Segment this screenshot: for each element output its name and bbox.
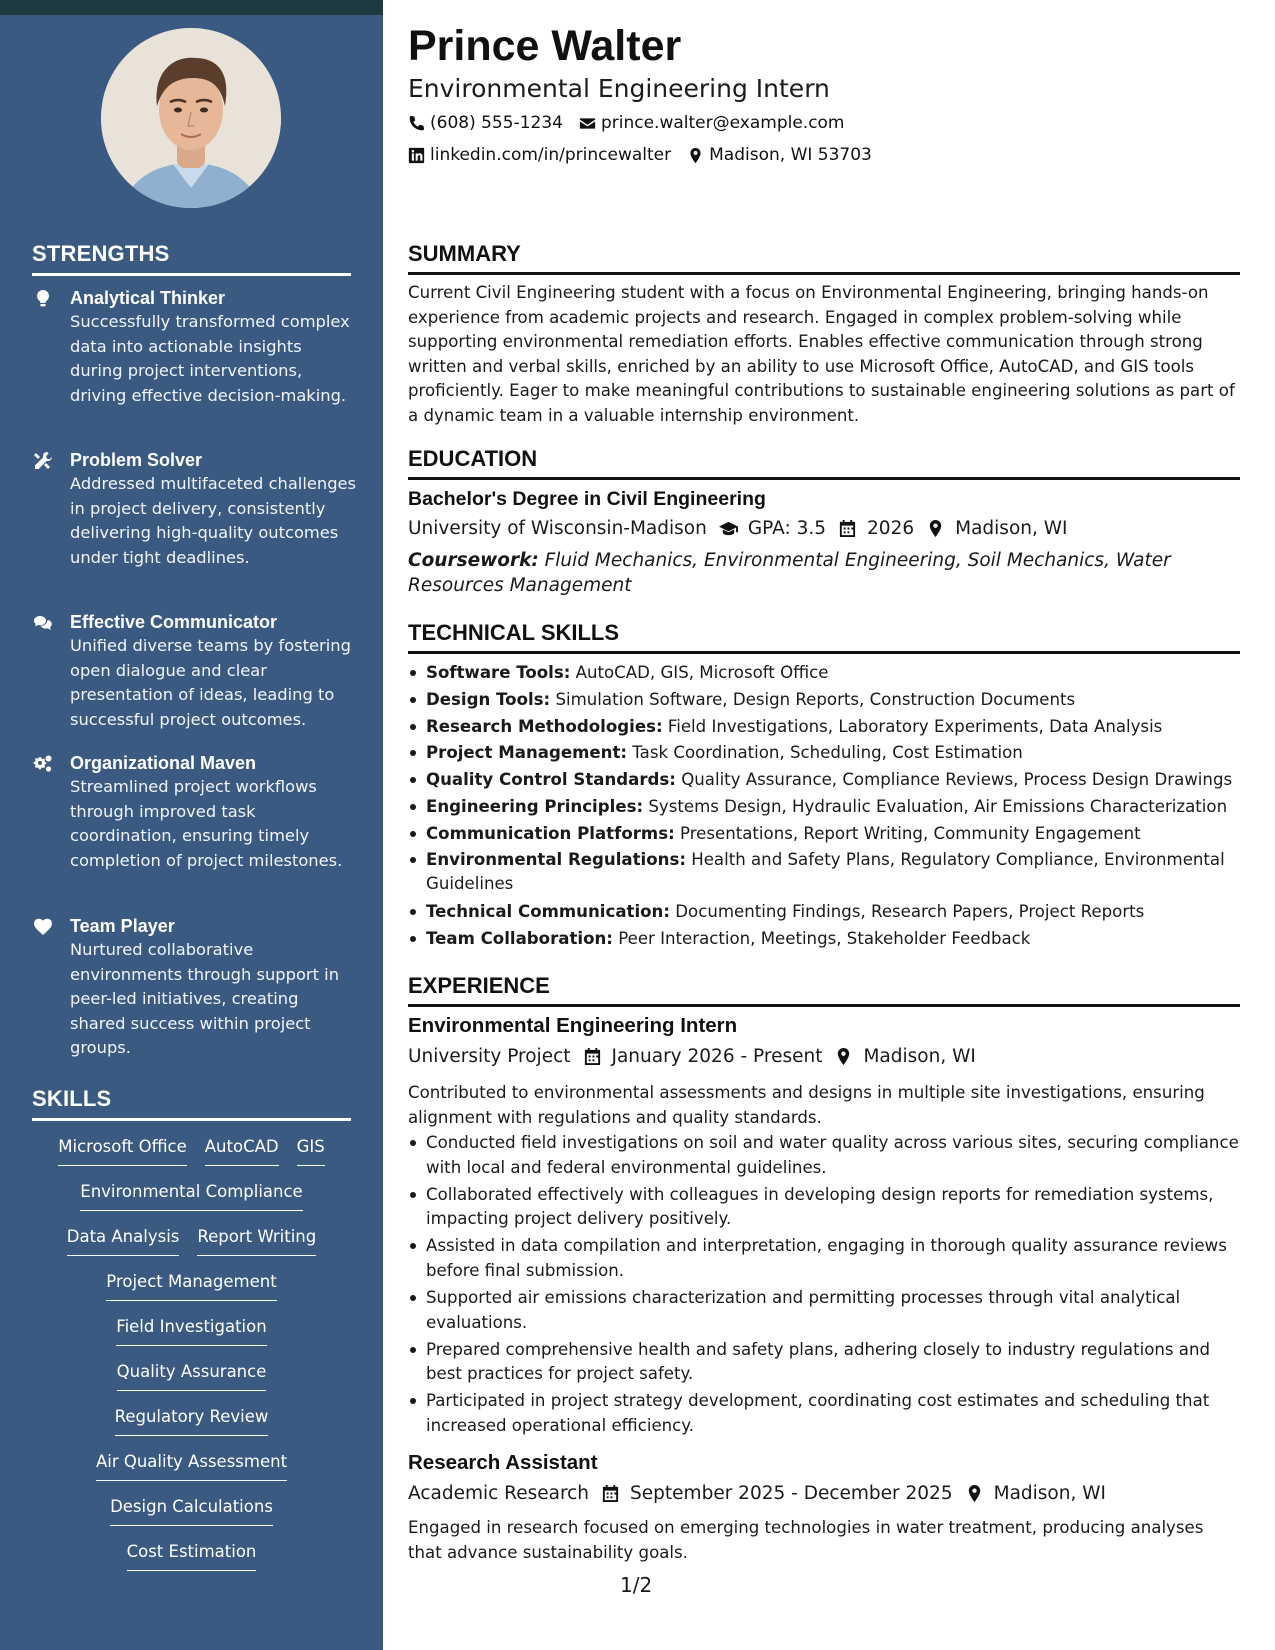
job-title: Research Assistant bbox=[408, 1451, 598, 1474]
job-bullets bbox=[408, 1131, 1240, 1441]
coursework-list: Fluid Mechanics, Environmental Engineering, Soil Mechanics, Water Resources Management bbox=[408, 550, 1171, 596]
skill-values: Simulation Software, Design Reports, Construction Documents bbox=[555, 689, 1076, 709]
skill-values: Task Coordination, Scheduling, Cost Estimation bbox=[632, 743, 1023, 763]
skill-category: Project Management: bbox=[426, 743, 628, 763]
skill-tag: Report Writing bbox=[197, 1226, 316, 1256]
linkedin-item[interactable] bbox=[408, 145, 671, 165]
skill-category: Technical Communication: bbox=[426, 901, 670, 921]
sidebar bbox=[0, 0, 383, 1650]
list-item bbox=[408, 687, 1240, 714]
job-description: Engaged in research focused on emerging technologies in water treatment, producing analyses that advance sustainability goals. bbox=[408, 1518, 1204, 1562]
skills-tag-list bbox=[32, 1136, 351, 1586]
strength-item bbox=[32, 914, 357, 1061]
strength-item bbox=[32, 610, 357, 732]
skills-heading: SKILLS bbox=[32, 1086, 351, 1121]
email-address[interactable]: prince.walter@example.com bbox=[600, 113, 845, 133]
strength-desc: Unified diverse teams by fostering open dialogue and clear presentation of ideas, leading to successful project outcomes. bbox=[70, 636, 351, 729]
list-item bbox=[408, 794, 1240, 821]
strength-title: Team Player bbox=[70, 916, 175, 936]
strength-title: Organizational Maven bbox=[70, 753, 257, 773]
skill-category: Quality Control Standards: bbox=[426, 770, 676, 790]
school-name: University of Wisconsin-Madison bbox=[408, 518, 707, 539]
skill-tag: Air Quality Assessment bbox=[96, 1451, 287, 1481]
skill-values: Quality Assurance, Compliance Reviews, Process Design Drawings bbox=[681, 770, 1233, 790]
experience-heading: EXPERIENCE bbox=[408, 973, 1240, 1007]
strength-title: Analytical Thinker bbox=[70, 288, 226, 308]
strength-desc: Successfully transformed complex data into actionable insights during project interventions, driving effective decision-making. bbox=[70, 312, 350, 405]
skill-category: Communication Platforms: bbox=[426, 823, 675, 843]
skill-values: Health and Safety Plans, Regulatory Compliance, Environmental Guidelines bbox=[426, 849, 1225, 894]
map-pin-icon bbox=[965, 1484, 984, 1503]
skill-row bbox=[32, 1316, 351, 1361]
skill-tag: Microsoft Office bbox=[58, 1136, 187, 1166]
skill-row bbox=[32, 1226, 351, 1271]
skill-category: Engineering Principles: bbox=[426, 796, 644, 816]
skill-tag: AutoCAD bbox=[205, 1136, 279, 1166]
list-item bbox=[408, 714, 1240, 741]
coursework-label: Coursework: bbox=[408, 550, 539, 571]
gears-icon bbox=[32, 754, 54, 774]
skill-row bbox=[32, 1541, 351, 1586]
location-text: Madison, WI 53703 bbox=[709, 145, 872, 165]
lightbulb-icon bbox=[32, 289, 54, 309]
contact-line bbox=[408, 113, 845, 133]
list-item: Prepared comprehensive health and safety plans, adhering closely to industry regulations and best practices for project safety. bbox=[408, 1338, 1240, 1387]
job-description: Contributed to environmental assessments and designs in multiple site investigations, ensuring alignment with regulations and quality standards. bbox=[408, 1083, 1205, 1127]
map-pin-icon bbox=[687, 147, 704, 164]
technical-skills-heading: TECHNICAL SKILLS bbox=[408, 620, 1240, 654]
candidate-name: Prince Walter bbox=[408, 22, 682, 70]
education-meta bbox=[408, 518, 1068, 539]
skill-row bbox=[32, 1136, 351, 1181]
skill-row bbox=[32, 1406, 351, 1451]
map-pin-icon bbox=[926, 519, 945, 538]
skill-values: Field Investigations, Laboratory Experiments, Data Analysis bbox=[667, 716, 1163, 736]
profile-photo bbox=[101, 28, 281, 208]
list-item bbox=[408, 899, 1240, 926]
email-item[interactable] bbox=[579, 113, 845, 133]
candidate-title: Environmental Engineering Intern bbox=[408, 74, 830, 103]
envelope-icon bbox=[579, 115, 596, 132]
linkedin-icon bbox=[408, 147, 425, 164]
job-location: Madison, WI bbox=[993, 1483, 1106, 1504]
job-location: Madison, WI bbox=[863, 1046, 976, 1067]
skill-tag: Quality Assurance bbox=[117, 1361, 267, 1391]
strength-item bbox=[32, 751, 357, 873]
skill-row bbox=[32, 1496, 351, 1541]
list-item: Participated in project strategy development, coordinating cost estimates and scheduling that increased operational efficiency. bbox=[408, 1389, 1240, 1438]
skill-values: AutoCAD, GIS, Microsoft Office bbox=[575, 663, 829, 682]
skill-row bbox=[32, 1361, 351, 1406]
calendar-icon bbox=[838, 519, 857, 538]
skill-values: Peer Interaction, Meetings, Stakeholder Feedback bbox=[618, 928, 1031, 948]
summary-text: Current Civil Engineering student with a focus on Environmental Engineering, bringing hands-on experience from academic projects and research. Engaged in complex problem-solving while supporting environmental remediation efforts. Enables effective communication through strong written and verbal skills, enriched by an ability to use Microsoft Office, AutoCAD, and GIS tools proficiently. Eager to make meaningful contributions to sustainable engineering solutions as part of a dynamic team in a valuable internship environment. bbox=[408, 283, 1235, 425]
summary-heading: SUMMARY bbox=[408, 241, 1240, 275]
list-item bbox=[408, 740, 1240, 767]
strength-desc: Nurtured collaborative environments through support in peer-led initiatives, creating shared success within project groups. bbox=[70, 940, 340, 1057]
skill-category: Team Collaboration: bbox=[426, 928, 613, 948]
list-item: Assisted in data compilation and interpretation, engaging in thorough quality assurance reviews before final submission. bbox=[408, 1234, 1240, 1283]
strength-item bbox=[32, 448, 357, 570]
skill-tag: Environmental Compliance bbox=[80, 1181, 302, 1211]
list-item bbox=[408, 848, 1240, 897]
skill-category: Environmental Regulations: bbox=[426, 849, 686, 869]
skill-category: Software Tools: bbox=[426, 663, 571, 682]
strength-desc: Streamlined project workflows through improved task coordination, ensuring timely completion of project milestones. bbox=[70, 777, 343, 870]
list-item: Collaborated effectively with colleagues in developing design reports for remediation systems, impacting project delivery positively. bbox=[408, 1183, 1240, 1232]
graduation-year: 2026 bbox=[867, 518, 915, 539]
list-item bbox=[408, 821, 1240, 848]
skill-tag: Field Investigation bbox=[116, 1316, 266, 1346]
skill-tag: Design Calculations bbox=[110, 1496, 273, 1526]
skill-tag: Regulatory Review bbox=[115, 1406, 269, 1436]
skill-values: Presentations, Report Writing, Community Engagement bbox=[680, 823, 1141, 843]
job-meta bbox=[408, 1046, 976, 1067]
gpa-value: GPA: 3.5 bbox=[747, 518, 827, 539]
skill-tag: Project Management bbox=[106, 1271, 276, 1301]
coursework bbox=[408, 549, 1240, 598]
list-item: Supported air emissions characterization and permitting processes through vital analytical evaluations. bbox=[408, 1286, 1240, 1335]
education-location: Madison, WI bbox=[955, 518, 1068, 539]
calendar-icon bbox=[583, 1047, 602, 1066]
technical-skills-list bbox=[408, 660, 1240, 952]
phone-item bbox=[408, 113, 563, 133]
list-item: Conducted field investigations on soil and water quality across various sites, securing compliance with local and federal environmental guidelines. bbox=[408, 1131, 1240, 1180]
skill-tag: Cost Estimation bbox=[127, 1541, 257, 1571]
job-dates: September 2025 - December 2025 bbox=[630, 1483, 953, 1504]
skill-category: Research Methodologies: bbox=[426, 716, 663, 736]
list-item bbox=[408, 767, 1240, 794]
tools-icon bbox=[32, 451, 54, 471]
job-title: Environmental Engineering Intern bbox=[408, 1014, 738, 1037]
list-item bbox=[408, 926, 1240, 953]
job-dates: January 2026 - Present bbox=[611, 1046, 823, 1067]
skill-row bbox=[32, 1181, 351, 1226]
job-org: Academic Research bbox=[408, 1483, 590, 1504]
job-org: University Project bbox=[408, 1046, 571, 1067]
calendar-icon bbox=[601, 1484, 620, 1503]
map-pin-icon bbox=[834, 1047, 853, 1066]
skill-category: Design Tools: bbox=[426, 689, 551, 709]
avatar bbox=[101, 28, 281, 208]
job-meta bbox=[408, 1483, 1106, 1504]
comments-icon bbox=[32, 613, 54, 633]
skill-values: Documenting Findings, Research Papers, Project Reports bbox=[675, 901, 1145, 921]
degree-title: Bachelor's Degree in Civil Engineering bbox=[408, 488, 766, 510]
contact-line bbox=[408, 145, 872, 165]
strength-desc: Addressed multifaceted challenges in project delivery, consistently delivering high-quality outcomes under tight deadlines. bbox=[70, 474, 357, 567]
linkedin-url[interactable]: linkedin.com/in/princewalter bbox=[430, 145, 672, 165]
strength-item bbox=[32, 286, 357, 408]
phone-icon bbox=[408, 115, 425, 132]
phone-number: (608) 555-1234 bbox=[430, 113, 563, 133]
sidebar-top-bar bbox=[0, 0, 383, 15]
skill-tag: Data Analysis bbox=[67, 1226, 180, 1256]
education-heading: EDUCATION bbox=[408, 446, 1240, 480]
location-item bbox=[687, 145, 872, 165]
list-item bbox=[408, 660, 1240, 687]
skill-row bbox=[32, 1451, 351, 1496]
strengths-heading: STRENGTHS bbox=[32, 241, 351, 276]
page-number: 1/2 bbox=[620, 1573, 653, 1597]
skill-values: Systems Design, Hydraulic Evaluation, Air Emissions Characterization bbox=[648, 796, 1228, 816]
heart-icon bbox=[32, 917, 54, 937]
skill-row bbox=[32, 1271, 351, 1316]
skill-tag: GIS bbox=[297, 1136, 325, 1166]
strength-title: Effective Communicator bbox=[70, 612, 278, 632]
graduation-cap-icon bbox=[719, 519, 738, 538]
strength-title: Problem Solver bbox=[70, 450, 203, 470]
